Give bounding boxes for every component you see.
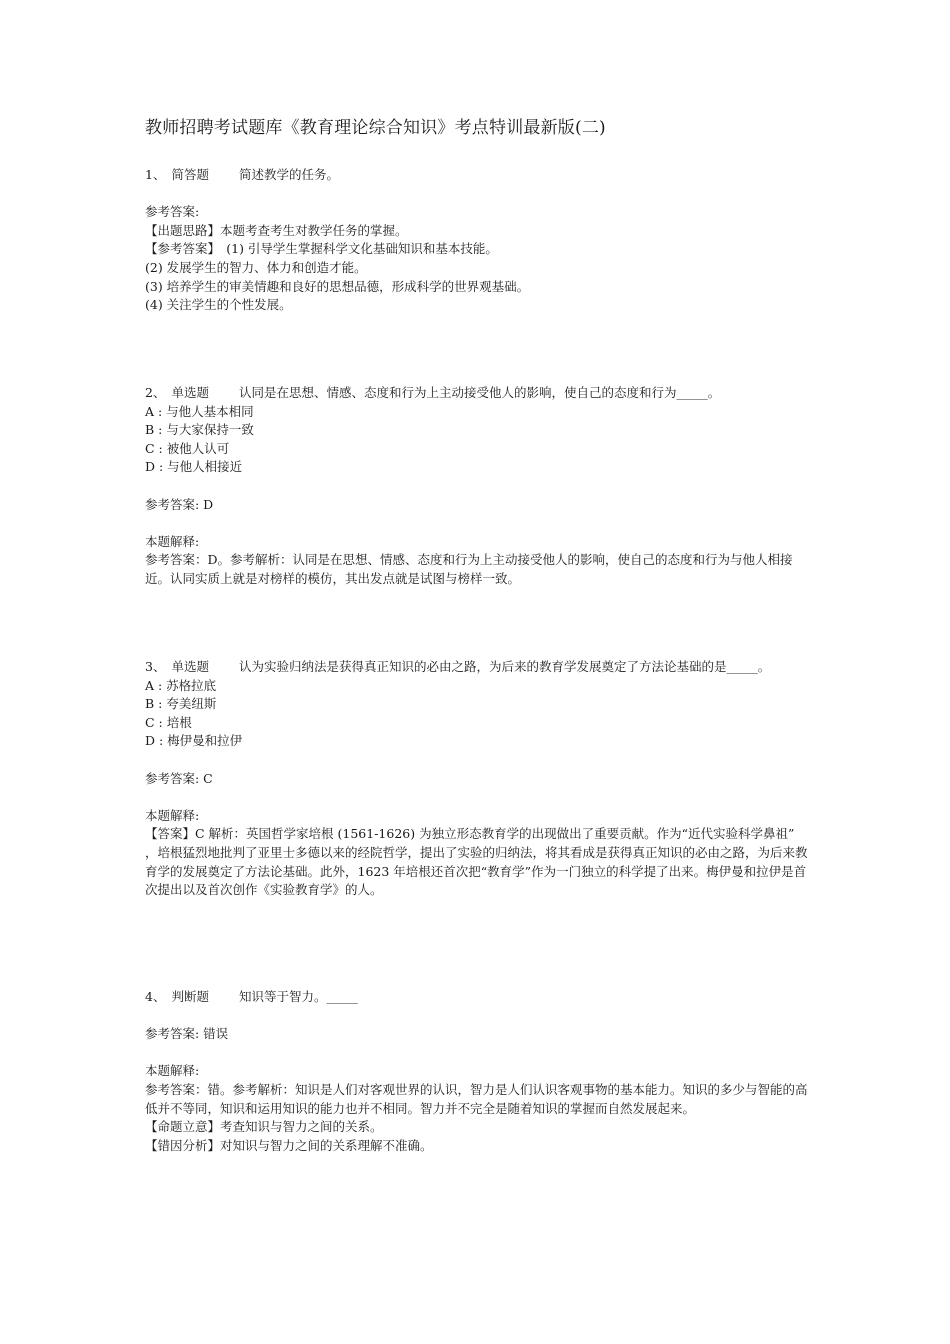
option-c: C : 培根 — [145, 714, 192, 730]
option-d: D : 梅伊曼和拉伊 — [145, 733, 243, 749]
question-number: 1、 — [145, 167, 166, 182]
question-stem-line — [145, 658, 810, 677]
option-c: C : 被他人认可 — [145, 440, 230, 456]
document-title: 教师招聘考试题库《教育理论综合知识》考点特训最新版(二) — [145, 118, 606, 138]
question-stem-line — [145, 384, 810, 403]
question-type: 单选题 — [171, 659, 209, 674]
question-type: 判断题 — [171, 989, 209, 1004]
answer-line: (3) 培养学生的审美情趣和良好的思想品德，形成科学的世界观基础。 — [145, 278, 530, 294]
question-2 — [145, 384, 810, 589]
question-3 — [145, 658, 810, 900]
option-a: A : 与他人基本相同 — [145, 403, 254, 419]
question-number: 2、 — [145, 385, 166, 400]
explain-label: 本题解释: — [145, 807, 200, 823]
answer-line: (2) 发展学生的智力、体力和创造才能。 — [145, 259, 367, 275]
question-stem: 认同是在思想、情感、态度和行为上主动接受他人的影响，使自己的态度和行为_____。 — [238, 385, 721, 400]
answer: 参考答案: C — [145, 770, 213, 786]
answer: 参考答案: D — [145, 496, 214, 512]
question-number: 3、 — [145, 659, 166, 674]
extra-line: 【错因分析】对知识与智力之间的关系理解不准确。 — [145, 1137, 433, 1153]
question-number: 4、 — [145, 989, 166, 1004]
explain-label: 本题解释: — [145, 1063, 200, 1079]
question-stem: 简述教学的任务。 — [238, 167, 339, 182]
question-stem-line — [145, 988, 810, 1007]
question-stem: 知识等于智力。_____ — [238, 989, 358, 1004]
question-stem-line — [145, 166, 810, 185]
option-d: D : 与他人相接近 — [145, 459, 243, 475]
question-type: 单选题 — [171, 385, 209, 400]
option-b: B : 与大家保持一致 — [145, 422, 254, 438]
question-4 — [145, 988, 810, 1155]
explanation: 参考答案：错。参考解析：知识是人们对客观世界的认识，智力是人们认识客观事物的基本能力。知识的多少与智能的高低并不等同，知识和运用知识的能力也并不相同。智力并不完全是随着知识的掌握而自然发展起来。 — [145, 1081, 808, 1116]
option-b: B : 夸美纽斯 — [145, 696, 217, 712]
explanation: 【答案】C 解析：英国哲学家培根 (1561-1626) 为独立形态教育学的出现做出了重要贡献。作为“近代实验科学鼻祖” ，培根猛烈地批判了亚里士多德以来的经院哲学，提出了实验的归纳法，将其看成是获得真正知识的必由之路，为后来教育学的发展奠定了方法论基础。此外，1623 年培根还首次把“教育学”作为一门独立的科学提了出来。梅伊曼和拉伊是首次提出以及首次创作《实验教育学》的人。 — [145, 826, 808, 898]
answer-line: 【出题思路】本题考查考生对教学任务的掌握。 — [145, 222, 408, 238]
explain-label: 本题解释: — [145, 533, 200, 549]
extra-line: 【命题立意】考查知识与智力之间的关系。 — [145, 1119, 383, 1135]
answer-line: (4) 关注学生的个性发展。 — [145, 297, 292, 313]
answer-label: 参考答案: — [145, 204, 200, 220]
answer: 参考答案: 错误 — [145, 1026, 229, 1042]
question-type: 简答题 — [171, 167, 209, 182]
question-1 — [145, 166, 810, 315]
explanation: 参考答案：D。参考解析：认同是在思想、情感、态度和行为上主动接受他人的影响，使自己的态度和行为与他人相接近。认同实质上就是对榜样的模仿，其出发点就是试图与榜样一致。 — [145, 552, 793, 586]
question-stem: 认为实验归纳法是获得真正知识的必由之路，为后来的教育学发展奠定了方法论基础的是_____。 — [238, 659, 771, 674]
answer-line: 【参考答案】 (1) 引导学生掌握科学文化基础知识和基本技能。 — [145, 241, 498, 257]
option-a: A : 苏格拉底 — [145, 677, 217, 693]
